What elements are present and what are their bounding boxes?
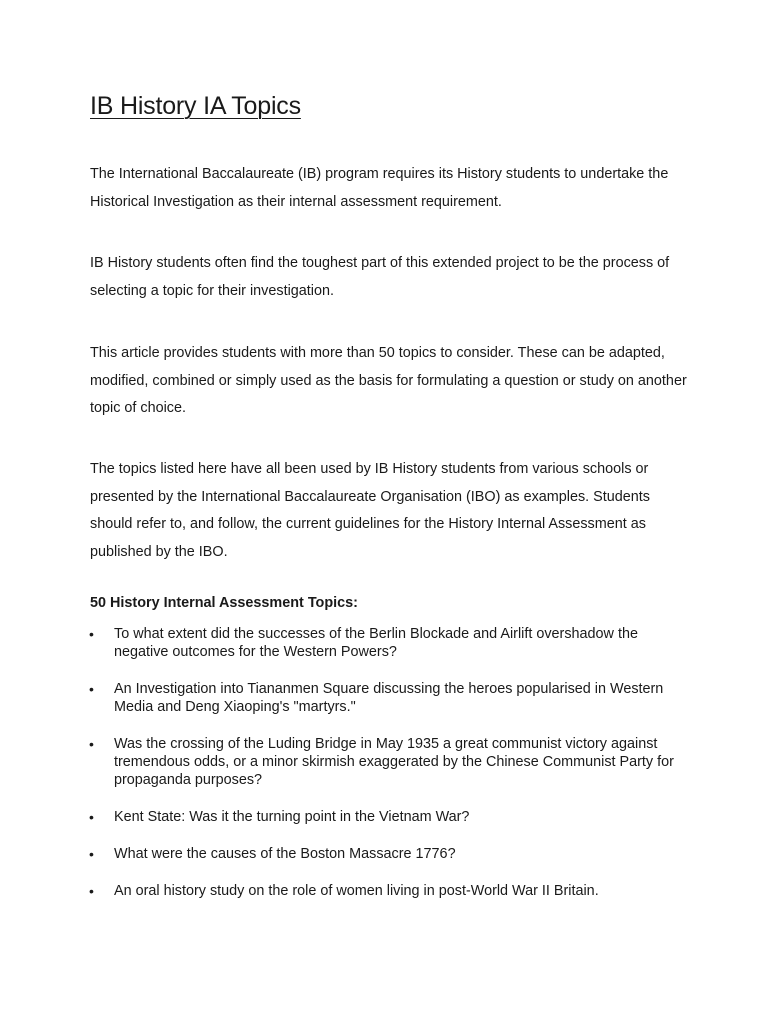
topic-text: To what extent did the successes of the Berlin Blockade and Airlift overshadow the negative outcomes for the Western Powers? bbox=[114, 626, 638, 660]
intro-paragraph-1: The International Baccalaureate (IB) program requires its History students to undertake the Historical Investigation as their internal assessment requirement. bbox=[90, 166, 669, 210]
intro-paragraph-3: This article provides students with more than 50 topics to consider. These can be adapted, modified, combined or simply used as the basis for formulating a question or study on another topic of choice. bbox=[90, 345, 687, 417]
bullet-icon: • bbox=[89, 846, 94, 862]
topic-text: An oral history study on the role of women living in post-World War II Britain. bbox=[114, 883, 599, 899]
bullet-icon: • bbox=[89, 809, 94, 825]
topics-list bbox=[90, 625, 690, 919]
list-item bbox=[90, 845, 690, 863]
page-title: IB History IA Topics bbox=[90, 92, 301, 120]
bullet-icon: • bbox=[89, 736, 94, 752]
topic-text: An Investigation into Tiananmen Square discussing the heroes popularised in Western Media and Deng Xiaoping's "martyrs." bbox=[114, 681, 664, 715]
topic-text: What were the causes of the Boston Massacre 1776? bbox=[114, 846, 456, 862]
list-item bbox=[90, 680, 690, 716]
topic-text: Was the crossing of the Luding Bridge in May 1935 a great communist victory against tremendous odds, or a minor skirmish exaggerated by the Chinese Communist Party for propaganda purposes? bbox=[114, 736, 674, 788]
list-item bbox=[90, 735, 690, 789]
intro-paragraph-2: IB History students often find the toughest part of this extended project to be the process of selecting a topic for their investigation. bbox=[90, 255, 670, 299]
list-item bbox=[90, 882, 690, 900]
bullet-icon: • bbox=[89, 883, 94, 899]
bullet-icon: • bbox=[89, 681, 94, 697]
list-item bbox=[90, 808, 690, 826]
topics-heading: 50 History Internal Assessment Topics: bbox=[90, 595, 358, 611]
topic-text: Kent State: Was it the turning point in the Vietnam War? bbox=[114, 809, 470, 825]
bullet-icon: • bbox=[89, 626, 94, 642]
list-item bbox=[90, 625, 690, 661]
intro-paragraph-4: The topics listed here have all been used by IB History students from various schools or presented by the International Baccalaureate Organisation (IBO) as examples. Students should refer to, and follow, the current guidelines for the History Internal Assessment as published by the IBO. bbox=[90, 461, 650, 561]
